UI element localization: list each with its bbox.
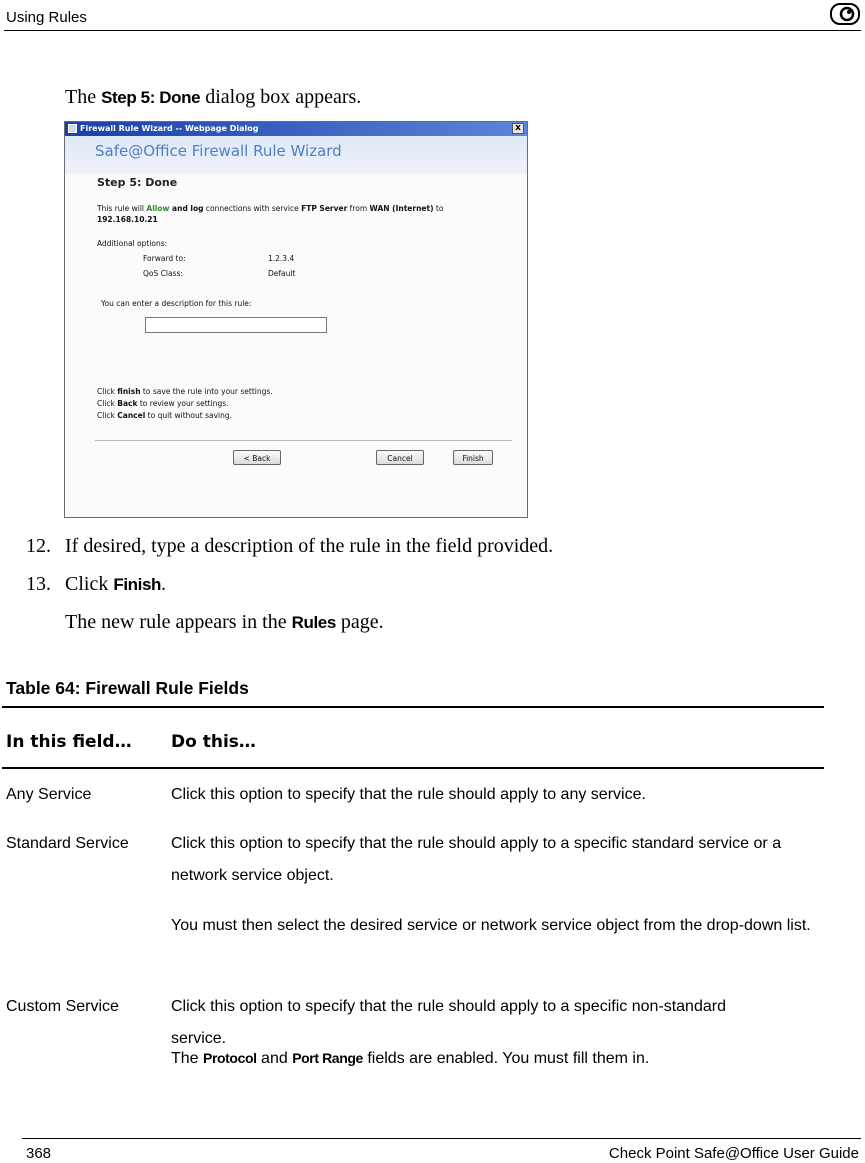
back-hint: Click Back to review your settings. <box>97 399 229 408</box>
dialog-window-title: Firewall Rule Wizard -- Webpage Dialog <box>80 124 259 133</box>
wizard-title: Safe@Office Firewall Rule Wizard <box>95 142 342 160</box>
step-text: Click Finish. <box>65 573 166 595</box>
rules-term: Rules <box>291 613 336 632</box>
port-range-term: Port Range <box>292 1050 363 1066</box>
table-row-desc: Click this option to specify that the rule should apply to any service. <box>171 786 646 803</box>
additional-options-label: Additional options: <box>97 239 168 248</box>
result-sentence: The new rule appears in the Rules page. <box>65 611 384 633</box>
back-button[interactable]: < Back <box>233 450 281 465</box>
table-row-field: Any Service <box>6 786 92 803</box>
forward-label: Forward to: <box>143 254 186 263</box>
finish-hint: Click finish to save the rule into your settings. <box>97 387 273 396</box>
cancel-button[interactable]: Cancel <box>376 450 424 465</box>
close-icon[interactable]: x <box>512 123 524 134</box>
qos-label: QoS Class: <box>143 269 183 278</box>
forward-value: 1.2.3.4 <box>268 254 295 263</box>
table-top-rule <box>2 706 824 708</box>
table-row-desc: You must then select the desired service or network service object from the drop-down list. <box>171 917 811 934</box>
footer-divider <box>22 1138 861 1139</box>
cancel-hint: Click Cancel to quit without saving. <box>97 411 233 420</box>
step5-dialog-screenshot <box>64 121 528 518</box>
column-header-action: Do this… <box>171 732 256 752</box>
finish-term: Finish <box>113 575 161 594</box>
rule-destination: 192.168.10.21 <box>97 215 158 224</box>
table-row-field: Custom Service <box>6 998 119 1015</box>
column-header-field: In this field… <box>6 732 132 752</box>
table-caption: Table 64: Firewall Rule Fields <box>6 678 249 698</box>
check-point-logo-icon <box>830 2 860 26</box>
running-header: Using Rules <box>6 9 87 26</box>
description-prompt: You can enter a description for this rule: <box>101 299 252 308</box>
table-row-desc: Click this option to specify that the rule should apply to a specific non-standard service. <box>171 998 726 1047</box>
protocol-term: Protocol <box>203 1050 257 1066</box>
table-header-rule <box>2 767 824 769</box>
step-text: If desired, type a description of the rule in the field provided. <box>65 535 554 557</box>
table-row-field: Standard Service <box>6 835 129 852</box>
description-input[interactable] <box>145 317 327 333</box>
finish-button[interactable]: Finish <box>453 450 493 465</box>
step-title: Step 5: Done <box>97 176 178 189</box>
step-number: 12. <box>26 535 51 557</box>
qos-value: Default <box>268 269 296 278</box>
rule-summary: This rule will Allow and log connections with service FTP Server from WAN (Internet) to <box>97 204 444 213</box>
intro-term: Step 5: Done <box>101 88 201 107</box>
intro-sentence: The Step 5: Done dialog box appears. <box>65 86 362 108</box>
guide-title: Check Point Safe@Office User Guide <box>608 1145 859 1162</box>
table-row-desc: Click this option to specify that the rule should apply to a specific standard service or a network service object. <box>171 835 782 884</box>
table-row-note: The Protocol and Port Range fields are enabled. You must fill them in. <box>171 1050 650 1067</box>
header-divider <box>4 30 861 31</box>
step-number: 13. <box>26 573 51 595</box>
dialog-titlebar <box>65 122 527 136</box>
window-icon <box>68 124 77 133</box>
page-number: 368 <box>26 1145 52 1162</box>
dialog-separator <box>95 440 512 441</box>
